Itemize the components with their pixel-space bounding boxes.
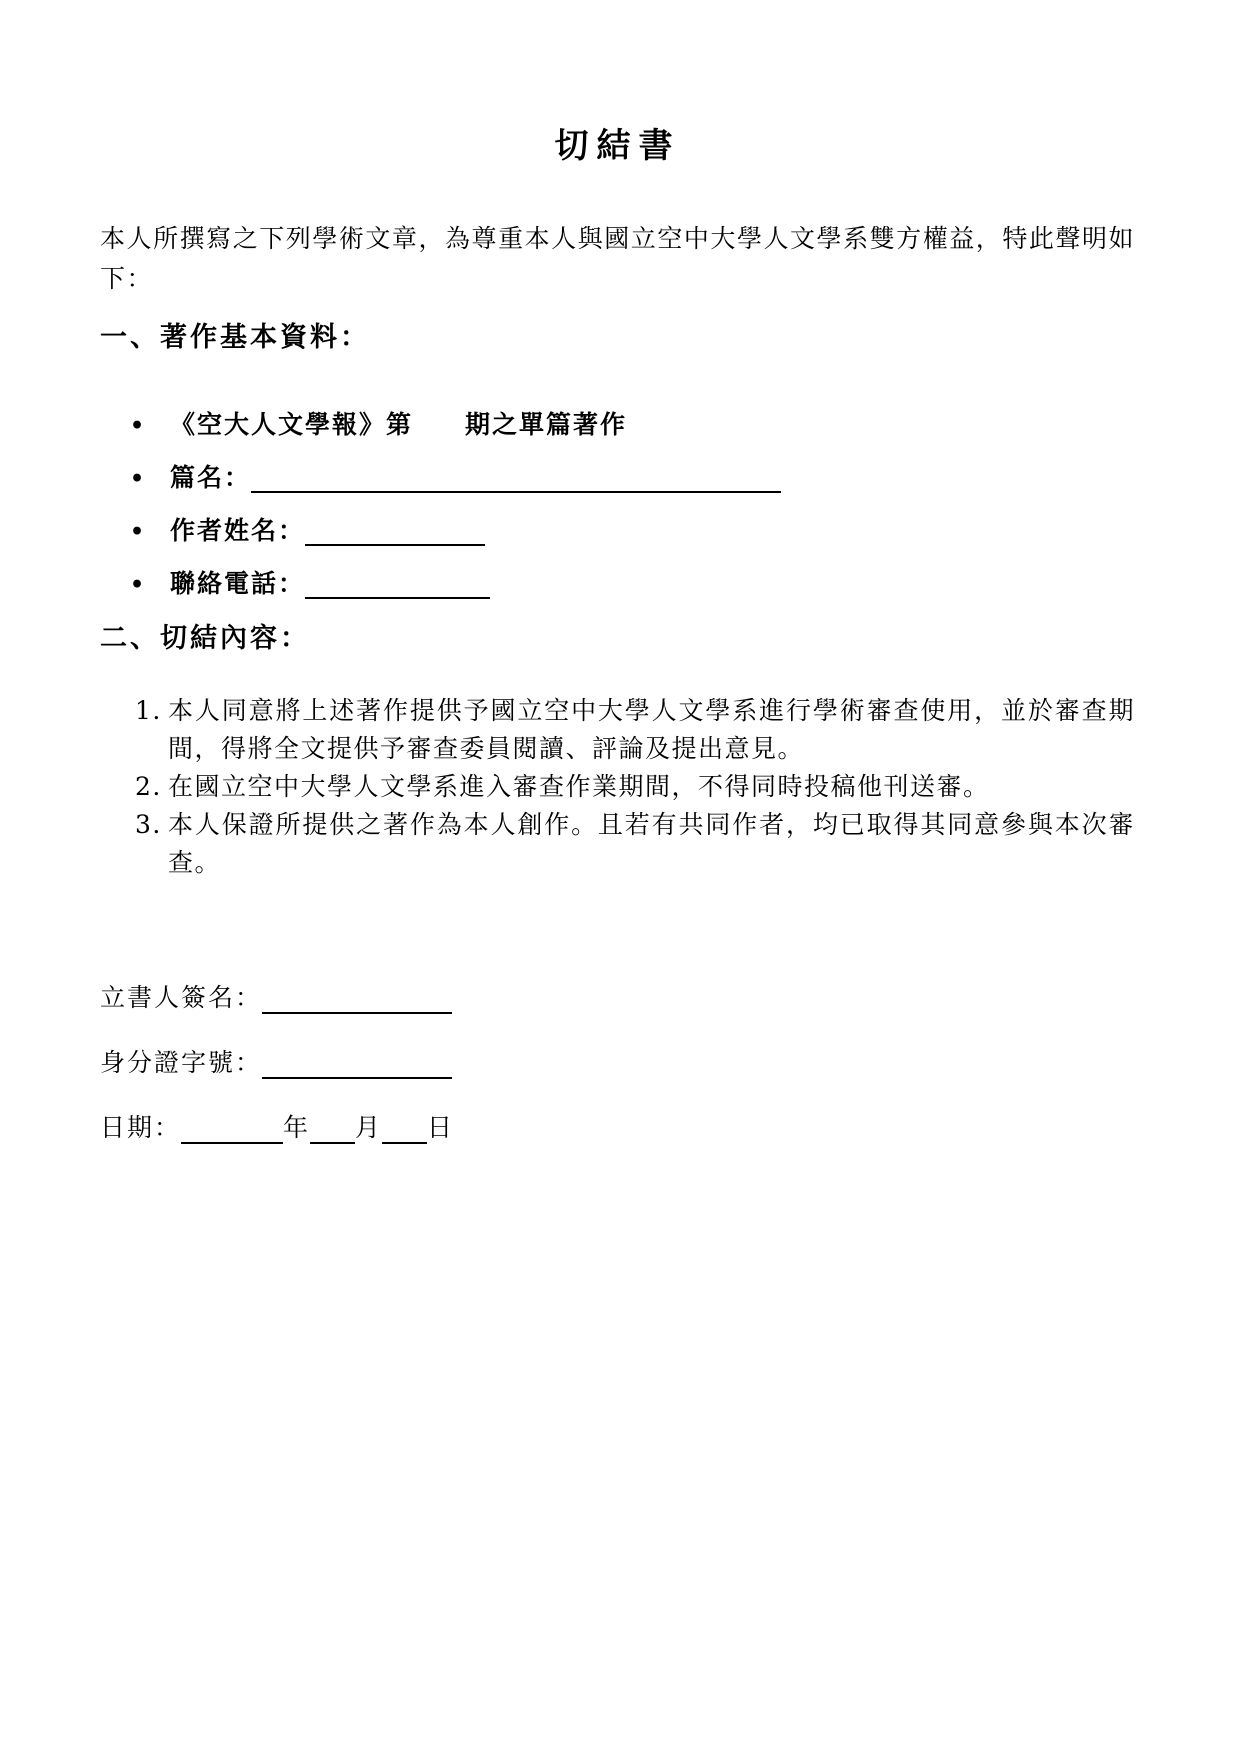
id-number-row — [100, 1047, 1135, 1079]
list-item-author — [130, 516, 1135, 547]
item-text: 本人保證所提供之著作為本人創作。且若有共同作者，均已取得其同意參與本次審查。 — [168, 810, 1135, 877]
item-number: 3. — [135, 810, 162, 839]
author-blank-field — [305, 518, 485, 546]
declaration-list — [100, 692, 1135, 882]
journal-suffix: 期之單篇著作 — [465, 410, 628, 439]
year-label: 年 — [283, 1113, 311, 1142]
id-number-blank-field — [262, 1051, 452, 1079]
bullet-icon: • — [130, 466, 147, 492]
phone-blank-field — [305, 571, 490, 599]
phone-label: 聯絡電話： — [170, 569, 306, 598]
item-number: 1. — [135, 696, 162, 725]
signature-row — [100, 982, 1135, 1014]
phone-line — [170, 569, 490, 599]
author-line — [170, 516, 485, 546]
declaration-item-2 — [135, 768, 1135, 806]
month-blank-field — [310, 1116, 355, 1144]
year-blank-field — [181, 1116, 283, 1144]
signature-blank-field — [262, 986, 452, 1014]
title-line — [170, 463, 781, 493]
author-label: 作者姓名： — [170, 516, 306, 545]
date-row — [100, 1112, 1135, 1144]
item-text: 在國立空中大學人文學系進入審查作業期間，不得同時投稿他刊送審。 — [168, 772, 990, 801]
section-1-heading: 一、著作基本資料： — [100, 322, 370, 353]
day-label: 日 — [427, 1113, 455, 1142]
declaration-item-3 — [135, 806, 1135, 882]
item-text: 本人同意將上述著作提供予國立空中大學人文學系進行學術審查使用，並於審查期間，得將全文提供予審查委員閱讀、評論及提出意見。 — [168, 696, 1135, 763]
journal-prefix: 《空大人文學報》第 — [170, 410, 414, 439]
basic-info-list — [100, 410, 1135, 600]
declaration-item-1 — [135, 692, 1135, 768]
bullet-icon: • — [130, 413, 147, 439]
intro-paragraph: 本人所撰寫之下列學術文章，為尊重本人與國立空中大學人文學系雙方權益，特此聲明如下： — [100, 224, 1135, 293]
document-title: 切結書 — [554, 126, 681, 166]
bullet-icon: • — [130, 519, 147, 545]
journal-line — [170, 410, 627, 440]
list-item-title — [130, 463, 1135, 494]
signature-block — [100, 982, 1135, 1144]
title-blank-field — [251, 465, 781, 493]
signature-label: 立書人簽名： — [100, 983, 263, 1012]
bullet-icon: • — [130, 572, 147, 598]
day-blank-field — [382, 1116, 427, 1144]
month-label: 月 — [355, 1113, 383, 1142]
title-label: 篇名： — [170, 463, 252, 492]
list-item-journal — [130, 410, 1135, 441]
date-label: 日期： — [100, 1113, 182, 1142]
section-2-heading: 二、切結內容： — [100, 623, 310, 654]
item-number: 2. — [135, 772, 162, 801]
id-number-label: 身分證字號： — [100, 1048, 263, 1077]
list-item-phone — [130, 569, 1135, 600]
